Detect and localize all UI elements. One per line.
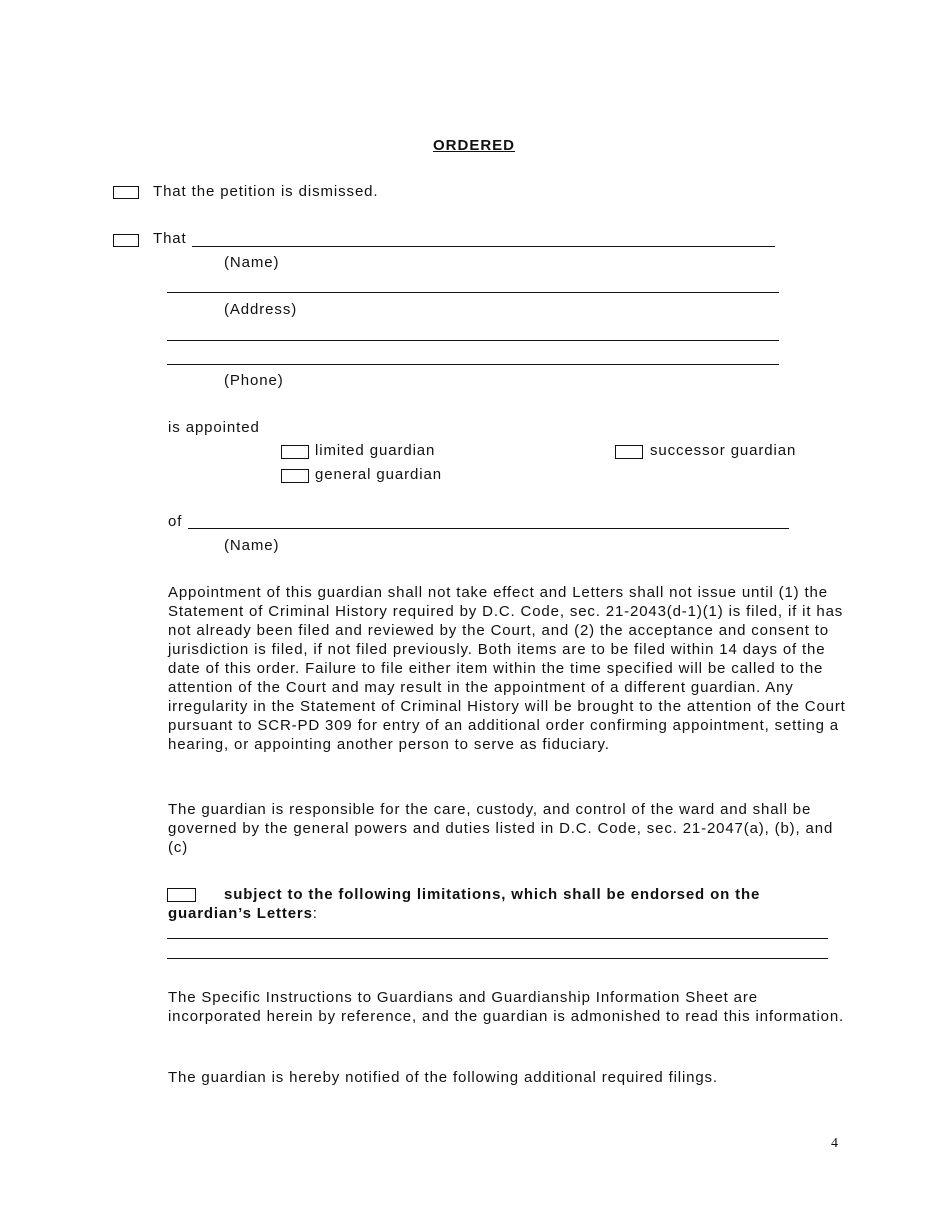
address-caption: (Address) [224,301,298,318]
successor-guardian-checkbox[interactable] [615,445,643,459]
limitations-colon: : [312,905,318,922]
responsibility-paragraph: The guardian is responsible for the care, custody, and control of the ward and shall be governed by the general powers and duties listed in D.C. Code, sec. 21-2047(a), (b), and (c) [168,801,834,856]
limitations-text: subject to the following limitations, which shall be endorsed on the guardian’s Letters [168,886,761,922]
page-title: ORDERED [433,137,516,154]
limited-guardian-checkbox[interactable] [281,445,309,459]
guardian-address-field-2[interactable] [167,340,779,341]
guardian-name-field[interactable] [192,246,775,247]
phone-caption: (Phone) [224,372,284,389]
limited-guardian-label: limited guardian [315,442,436,459]
instructions-paragraph: The Specific Instructions to Guardians and Guardianship Information Sheet are incorporated herein by reference, and the guardian is admonished to read this information. [168,989,845,1025]
petition-dismissed-label: That the petition is dismissed. [153,183,379,200]
that-label: That [153,230,187,247]
limitations-field-2[interactable] [167,958,828,959]
name-caption: (Name) [224,254,280,271]
general-guardian-checkbox[interactable] [281,469,309,483]
guardian-address-field-1[interactable] [167,292,779,293]
limitations-field-1[interactable] [167,938,828,939]
ward-name-field[interactable] [188,528,789,529]
is-appointed-label: is appointed [168,419,260,436]
successor-guardian-label: successor guardian [650,442,797,459]
of-label: of [168,513,183,530]
petition-dismissed-checkbox[interactable] [113,186,139,199]
appointment-paragraph: Appointment of this guardian shall not take effect and Letters shall not issue until (1) the Statement of Criminal History required by D.C. Code, sec. 21-2043(d-1)(1) is filed, if it has not already been filed and reviewed by the Court, and (2) the acceptance and consent to jurisdiction is filed, if not filed previously. Both items are to be filed within 14 days of the date of this order. Failure to file either item within the time specified will be called to the attention of the Court and may result in the appointment of a different guardian. Any irregularity in the Statement of Criminal History will be brought to the attention of the Court pursuant to SCR-PD 309 for entry of an additional order confirming appointment, setting a hearing, or appointing another person to serve as fiduciary. [168,584,846,753]
appoint-guardian-checkbox[interactable] [113,234,139,247]
guardian-phone-field[interactable] [167,364,779,365]
ward-name-caption: (Name) [224,537,280,554]
page-number: 4 [831,1136,838,1151]
notified-paragraph: The guardian is hereby notified of the following additional required filings. [168,1069,718,1086]
limitations-label [168,885,840,923]
general-guardian-label: general guardian [315,466,442,483]
